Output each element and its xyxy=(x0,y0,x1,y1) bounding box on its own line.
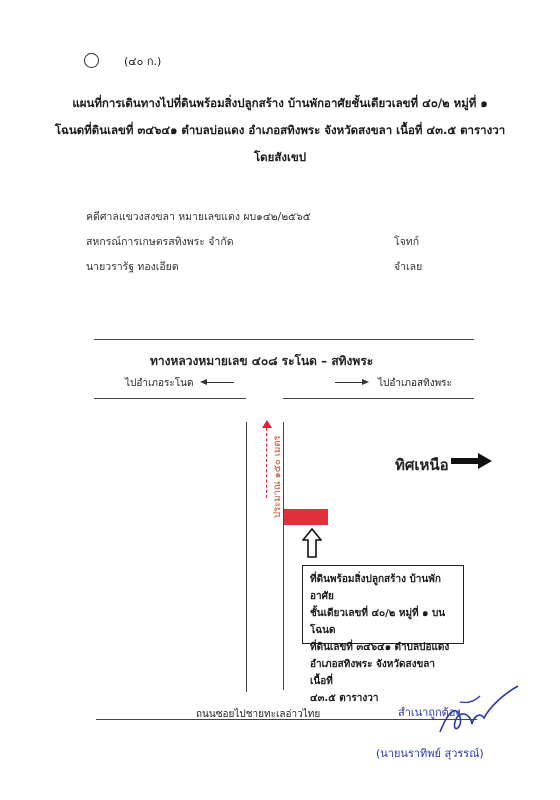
title-line-1: แผนที่การเดินทางไปที่ดินพร้อมสิ่งปลูกสร้าง บ้านพักอาศัยชั้นเดียวเลขที่ ๔๐/๒ หมู่ที่ ๑ xyxy=(72,96,488,110)
plaintiff-name: สหกรณ์การเกษตรสทิงพระ จำกัด xyxy=(86,236,234,248)
main-road-bottom-edge-left xyxy=(94,398,246,399)
north-label: ทิศเหนือ xyxy=(395,456,449,474)
route-dashed-line xyxy=(266,428,267,498)
arrow-right-shaft xyxy=(335,382,363,383)
north-arrow-icon xyxy=(478,453,492,469)
punch-hole-circle xyxy=(84,53,99,68)
property-info-line: ที่ดินเลขที่ ๓๔๖๔๑ ตำบลบ่อแดง xyxy=(310,642,450,653)
arrow-right-icon xyxy=(362,379,369,385)
arrow-left-shaft xyxy=(206,382,234,383)
property-info-line: ที่ดินพร้อมสิ่งปลูกสร้าง บ้านพักอาศัย xyxy=(310,574,441,602)
main-road-top-edge xyxy=(94,339,474,340)
bottom-road-name: ถนนซอยไปชายทะเลอ่าวไทย xyxy=(196,709,321,720)
property-plot-marker xyxy=(284,509,328,525)
distance-label: ประมาณ ๑๕๐ เมตร xyxy=(272,435,283,518)
direction-ranot-label: ไปอำเภอระโนด xyxy=(125,378,194,389)
defendant-role: จำเลย xyxy=(394,261,423,273)
property-info-line: ชั้นเดียวเลขที่ ๔๐/๒ หมู่ที่ ๑ บนโฉนด xyxy=(310,608,446,636)
title-line-3: โดยสังเขป xyxy=(253,150,307,164)
signer-name: (นายนราทิพย์ สุวรรณ์) xyxy=(376,747,484,760)
title-line-2: โฉนดที่ดินเลขที่ ๓๔๖๔๑ ตำบลบ่อแดง อำเภอสทิงพระ จังหวัดสงขลา เนื้อที่ ๔๓.๕ ตารางวา xyxy=(54,123,506,137)
main-road-bottom-edge-right xyxy=(283,398,474,399)
defendant-name: นายวรารัฐ ทองเอียด xyxy=(86,261,179,273)
property-info-line: อำเภอสทิงพระ จังหวัดสงขลา เนื้อที่ xyxy=(310,659,436,687)
up-arrow-icon xyxy=(302,528,322,558)
direction-sathingphra-label: ไปอำเภอสทิงพระ xyxy=(378,378,452,389)
side-road-left-edge xyxy=(246,422,247,692)
plaintiff-role: โจทก์ xyxy=(394,236,420,248)
main-road-name: ทางหลวงหมายเลข ๔๐๘ ระโนด – สทิงพระ xyxy=(150,354,374,368)
case-number: คดีศาลแขวงสงขลา หมายเลขแดง ผบ๑๔๒/๒๕๖๕ xyxy=(86,211,311,223)
property-info-line: ๔๓.๕ ตารางวา xyxy=(310,693,379,704)
property-info-box xyxy=(302,565,464,704)
certified-copy-label: สำเนาถูกต้อง xyxy=(398,706,461,719)
signature-mark xyxy=(430,682,525,742)
north-arrow-shaft xyxy=(451,458,479,464)
form-number: (๔๐ ก.) xyxy=(124,55,162,68)
